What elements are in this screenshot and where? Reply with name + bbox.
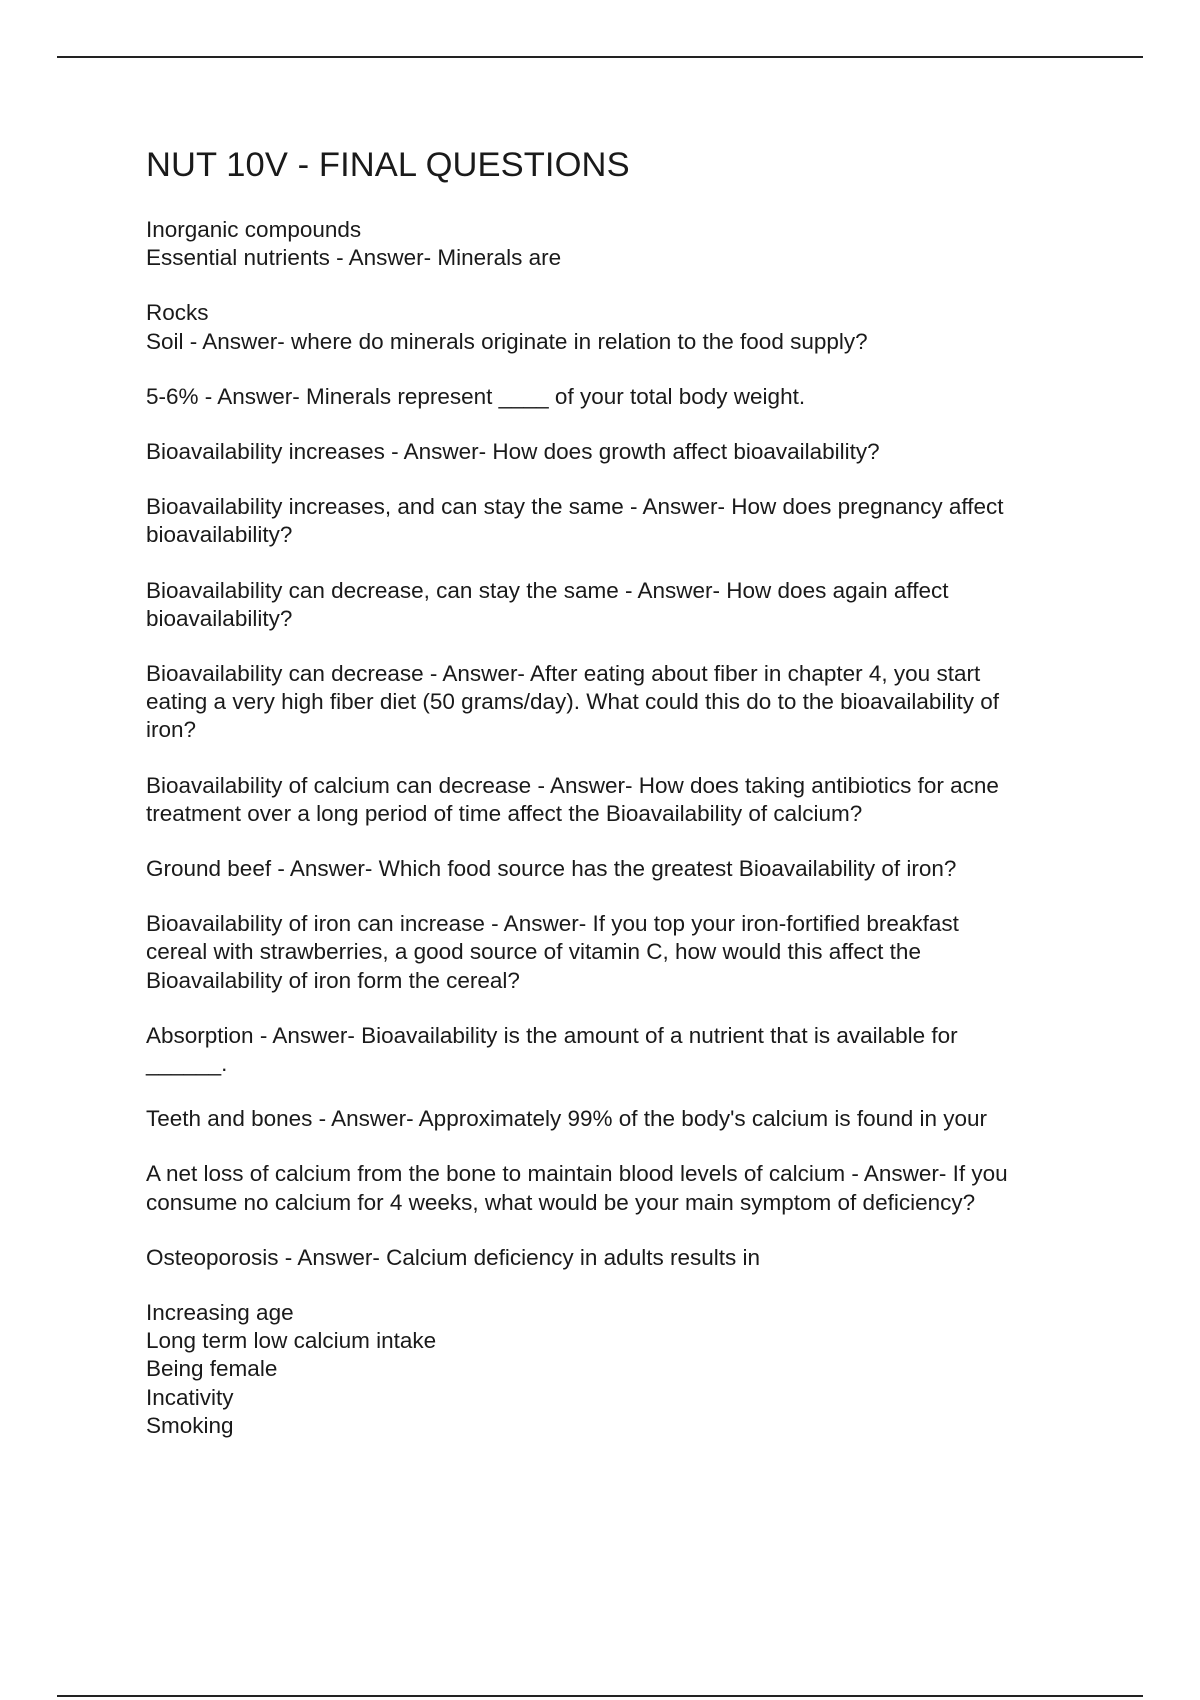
qa-entry [146, 216, 1086, 272]
qa-entry [146, 1022, 1086, 1078]
entry-line: bioavailability? [146, 522, 293, 548]
entry-line: Ground beef - Answer- Which food source has the greatest Bioavailability of iron? [146, 856, 957, 882]
entry-line: Being female [146, 1356, 278, 1382]
qa-entry [146, 383, 1086, 411]
qa-entry [146, 493, 1086, 549]
entry-line: Bioavailability increases, and can stay the same - Answer- How does pregnancy affect [146, 494, 1004, 520]
entry-line: Teeth and bones - Answer- Approximately 99% of the body's calcium is found in your [146, 1106, 988, 1132]
entry-line: eating a very high fiber diet (50 grams/day). What could this do to the bioavailability of [146, 689, 999, 715]
entry-line: Increasing age [146, 1300, 294, 1326]
entry-line: ______. [146, 1051, 228, 1077]
entry-line: Smoking [146, 1412, 234, 1438]
entry-line: A net loss of calcium from the bone to maintain blood levels of calcium - Answer- If you [146, 1161, 1008, 1187]
entry-line: Bioavailability can decrease - Answer- After eating about fiber in chapter 4, you start [146, 661, 981, 687]
entry-line: Incativity [146, 1384, 234, 1410]
document-body [146, 140, 1086, 1467]
qa-entry [146, 1105, 1086, 1133]
entry-line: Bioavailability of iron can increase - Answer- If you top your iron-fortified breakfast [146, 911, 959, 937]
qa-entry [146, 299, 1086, 355]
qa-entry [146, 1299, 1086, 1440]
top-divider [57, 56, 1143, 58]
entry-line: Bioavailability increases - Answer- How does growth affect bioavailability? [146, 439, 880, 465]
bottom-divider [57, 1695, 1143, 1697]
qa-entry [146, 1160, 1086, 1216]
entry-line: Soil - Answer- where do minerals originate in relation to the food supply? [146, 328, 868, 354]
entry-line: Bioavailability of calcium can decrease - Answer- How does taking antibiotics for acne [146, 772, 999, 798]
entry-line: bioavailability? [146, 605, 293, 631]
entry-line: Absorption - Answer- Bioavailability is the amount of a nutrient that is available for [146, 1022, 958, 1048]
entry-line: treatment over a long period of time affect the Bioavailability of calcium? [146, 800, 863, 826]
qa-entry [146, 577, 1086, 633]
entry-line: Bioavailability can decrease, can stay the same - Answer- How does again affect [146, 577, 949, 603]
qa-entry [146, 438, 1086, 466]
qa-entry [146, 1244, 1086, 1272]
entry-line: Essential nutrients - Answer- Minerals are [146, 245, 562, 271]
qa-entry [146, 772, 1086, 828]
entry-line: Inorganic compounds [146, 217, 362, 242]
entry-line: consume no calcium for 4 weeks, what would be your main symptom of deficiency? [146, 1189, 976, 1215]
qa-entry [146, 660, 1086, 745]
entry-line: cereal with strawberries, a good source of vitamin C, how would this affect the [146, 939, 921, 965]
entry-line: Osteoporosis - Answer- Calcium deficiency in adults results in [146, 1244, 760, 1270]
entry-line: Bioavailability of iron form the cereal? [146, 967, 520, 993]
entry-line: 5-6% - Answer- Minerals represent ____ of your total body weight. [146, 383, 806, 409]
page-title: NUT 10V - FINAL QUESTIONS [146, 146, 630, 184]
entry-line: Long term low calcium intake [146, 1328, 437, 1354]
qa-entry [146, 910, 1086, 995]
entry-line: Rocks [146, 300, 209, 326]
entry-line: iron? [146, 717, 197, 743]
qa-entry [146, 855, 1086, 883]
